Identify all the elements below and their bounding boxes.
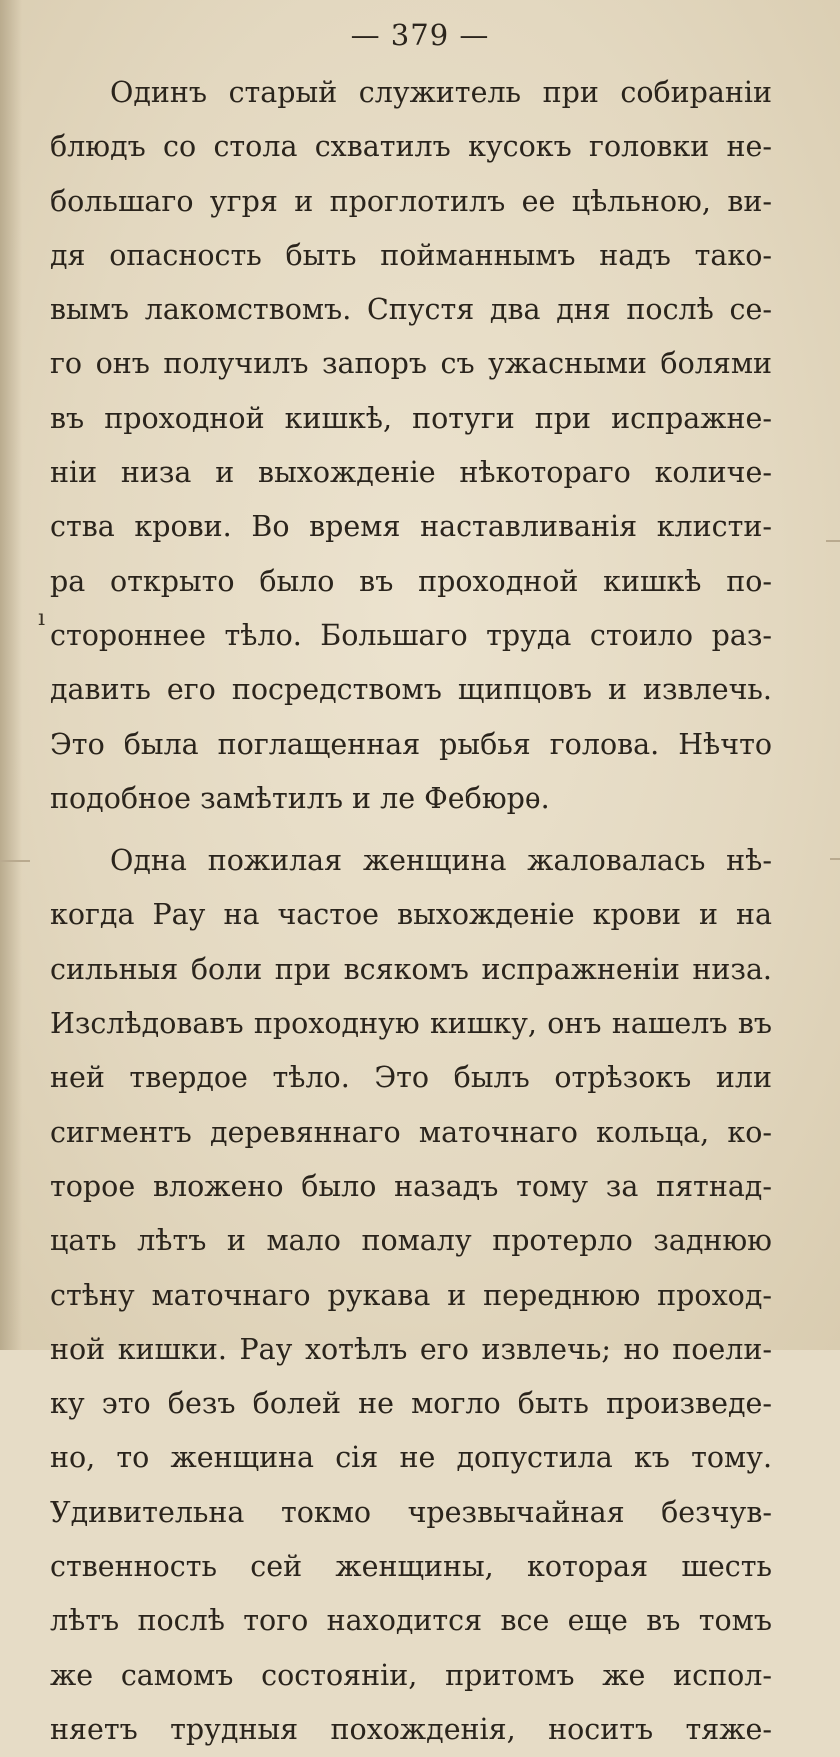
text-line: стороннее тѣло. Большаго труда стоило раз- — [50, 618, 772, 652]
text-line: ней твердое тѣло. Это былъ отрѣзокъ или — [50, 1061, 772, 1095]
paragraph-2 — [50, 834, 772, 1757]
text-line: Одна пожилая женщина жаловалась нѣ- — [110, 844, 772, 878]
text-line: лѣтъ послѣ того находится все еще въ томъ — [50, 1604, 772, 1638]
text-line: Изслѣдовавъ проходную кишку, онъ нашелъ въ — [50, 1007, 772, 1041]
text-line: го онъ получилъ запоръ съ ужасными болями — [50, 347, 772, 381]
body-text — [50, 66, 772, 1757]
text-line: но, то женщина сія не допустила къ тому. — [50, 1441, 772, 1475]
paragraph-gap — [50, 826, 772, 834]
margin-mark: ı — [38, 606, 46, 631]
paragraph-1 — [50, 66, 772, 826]
text-line: няетъ трудныя похожденія, носитъ тяже- — [50, 1712, 772, 1746]
text-line: подобное замѣтилъ и ле Фебюрѳ. — [50, 781, 550, 815]
edge-mark-right-1 — [826, 540, 840, 542]
text-line: когда Рау на частое выхожденіе крови и на — [50, 898, 772, 932]
text-line: ства крови. Во время наставливанія клисти- — [50, 510, 772, 544]
text-line: блюдъ со стола схватилъ кусокъ головки не- — [50, 130, 772, 164]
text-line: въ проходной кишкѣ, потуги при испражне- — [50, 401, 772, 435]
text-line: ственность сей женщины, которая шесть — [50, 1550, 772, 1584]
text-line: ной кишки. Рау хотѣлъ его извлечь; но поели- — [50, 1332, 772, 1366]
text-line: же самомъ состояніи, притомъ же испол- — [50, 1658, 772, 1692]
page-number: — 379 — — [350, 18, 490, 52]
text-line: Одинъ старый служитель при собираніи — [110, 76, 772, 109]
text-line: торое вложено было назадъ тому за пятнад- — [50, 1169, 772, 1203]
text-line: цать лѣтъ и мало помалу протерло заднюю — [50, 1224, 772, 1258]
text-line: ніи низа и выхожденіе нѣкотораго количе- — [50, 456, 772, 490]
edge-mark-left — [0, 860, 30, 862]
text-line: вымъ лакомствомъ. Спустя два дня послѣ се- — [50, 293, 772, 327]
text-line: ра открыто было въ проходной кишкѣ по- — [50, 564, 772, 598]
text-line: большаго угря и проглотилъ ее цѣльною, ви- — [50, 184, 772, 218]
text-line: Удивительна токмо чрезвычайная безчув- — [50, 1495, 772, 1529]
text-line: стѣну маточнаго рукава и переднюю проход- — [50, 1278, 772, 1312]
binding-shadow — [0, 0, 22, 1350]
text-line: давить его посредствомъ щипцовъ и извлечь. — [50, 673, 772, 707]
text-line: сильныя боли при всякомъ испражненіи низа. — [50, 952, 772, 986]
text-line: сигментъ деревяннаго маточнаго кольца, ко- — [50, 1115, 772, 1149]
text-line: дя опасность быть пойманнымъ надъ тако- — [50, 238, 772, 272]
text-line: Это была поглащенная рыбья голова. Нѣчто — [50, 727, 772, 761]
text-line: ку это безъ болей не могло быть произведе- — [50, 1387, 772, 1421]
edge-mark-right-2 — [830, 858, 840, 860]
